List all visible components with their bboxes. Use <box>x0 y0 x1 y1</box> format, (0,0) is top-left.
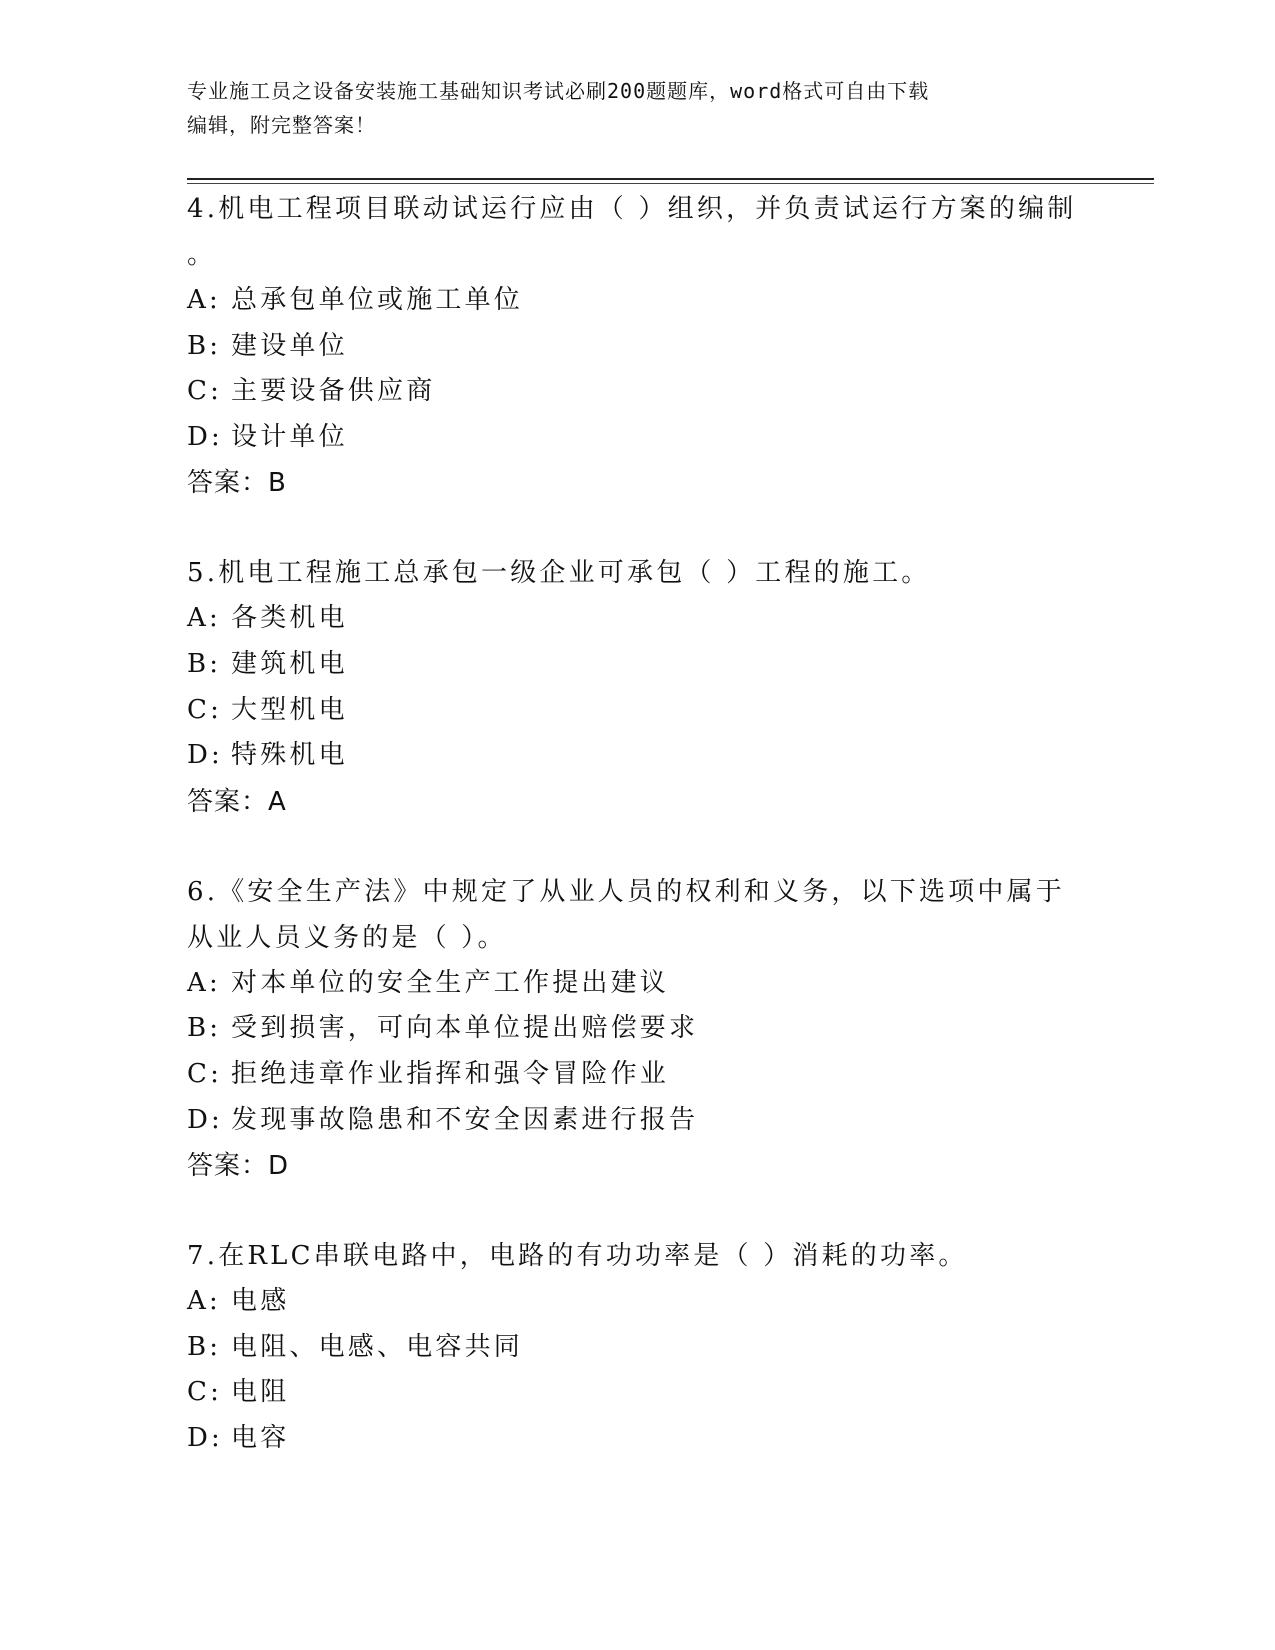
header-line-2: 编辑，附完整答案！ <box>187 113 376 137</box>
question-spacer <box>187 506 1087 550</box>
option-d <box>187 1098 1087 1144</box>
question-spacer <box>187 1189 1087 1233</box>
option-text: 电感 <box>231 1286 290 1317</box>
option-letter: D: <box>187 740 224 771</box>
option-letter: D: <box>187 1104 224 1135</box>
option-letter: B: <box>187 1331 222 1362</box>
option-text: 建筑机电 <box>231 648 348 679</box>
question-7 <box>187 1233 1087 1461</box>
option-text: 电阻、电感、电容共同 <box>231 1331 524 1362</box>
question-list <box>187 186 1087 1462</box>
option-letter: A: <box>187 603 221 634</box>
option-letter: C: <box>187 1377 223 1408</box>
header-line-1: 专业施工员之设备安装施工基础知识考试必刷200题题库，word格式可自由下载 <box>187 79 930 103</box>
question-stem: 4.机电工程项目联动试运行应由（ ）组织，并负责试运行方案的编制 <box>187 194 1077 224</box>
option-a <box>187 596 1087 642</box>
option-b <box>187 642 1087 688</box>
option-c <box>187 688 1087 734</box>
question-stem-continued: 。 <box>187 240 217 270</box>
option-b <box>187 1325 1087 1371</box>
option-letter: B: <box>187 1013 222 1044</box>
option-c <box>187 369 1087 415</box>
question-spacer <box>187 825 1087 869</box>
option-text: 对本单位的安全生产工作提出建议 <box>231 967 670 998</box>
header-divider-thick <box>187 178 1154 180</box>
answer-label: 答案：A <box>187 786 287 817</box>
option-text: 发现事故隐患和不安全因素进行报告 <box>231 1104 699 1135</box>
option-a <box>187 961 1087 1007</box>
option-text: 主要设备供应商 <box>231 376 436 407</box>
header-divider-thin <box>187 183 1154 184</box>
option-letter: C: <box>187 694 223 725</box>
option-b <box>187 324 1087 370</box>
option-text: 电容 <box>231 1422 290 1453</box>
option-letter: C: <box>187 376 223 407</box>
option-text: 设计单位 <box>231 421 348 452</box>
option-text: 特殊机电 <box>231 740 348 771</box>
option-b <box>187 1006 1087 1052</box>
answer-label: 答案：B <box>187 468 287 499</box>
question-stem-continued: 从业人员义务的是（ ）。 <box>187 922 507 953</box>
question-stem: 5.机电工程施工总承包一级企业可承包（ ）工程的施工。 <box>187 558 931 589</box>
question-stem: 7.在RLC串联电路中，电路的有功功率是（ ）消耗的功率。 <box>187 1241 968 1272</box>
option-letter: B: <box>187 330 222 361</box>
option-letter: C: <box>187 1058 223 1089</box>
question-4 <box>187 186 1087 506</box>
answer-label: 答案：D <box>187 1151 290 1182</box>
question-5 <box>187 550 1087 824</box>
option-text: 总承包单位或施工单位 <box>231 285 524 315</box>
option-text: 建设单位 <box>231 330 348 361</box>
option-letter: B: <box>187 648 222 679</box>
option-text: 大型机电 <box>231 694 348 725</box>
option-d <box>187 1416 1087 1462</box>
option-letter: D: <box>187 421 224 452</box>
option-letter: A: <box>187 285 221 315</box>
option-letter: A: <box>187 967 221 998</box>
option-c <box>187 1052 1087 1098</box>
option-d <box>187 733 1087 779</box>
option-letter: A: <box>187 1286 221 1317</box>
option-text: 受到损害，可向本单位提出赔偿要求 <box>231 1013 699 1044</box>
option-c <box>187 1370 1087 1416</box>
option-text: 拒绝违章作业指挥和强令冒险作业 <box>231 1058 670 1089</box>
option-d <box>187 415 1087 461</box>
option-a <box>187 278 1087 324</box>
option-text: 电阻 <box>231 1377 290 1408</box>
option-text: 各类机电 <box>231 603 348 634</box>
question-stem: 6.《安全生产法》中规定了从业人员的权利和义务，以下选项中属于 <box>187 876 1066 907</box>
option-letter: D: <box>187 1422 224 1453</box>
question-6 <box>187 869 1087 1189</box>
option-a <box>187 1279 1087 1325</box>
document-header <box>187 74 1087 142</box>
